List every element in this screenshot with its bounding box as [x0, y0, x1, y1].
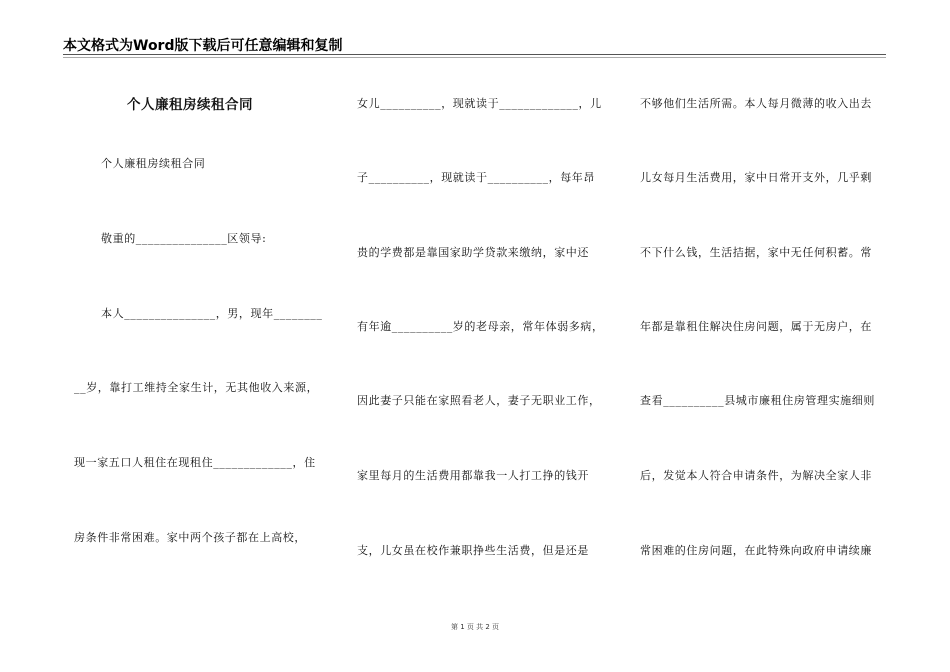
body-line: 本人_______________，男，现年________ [101, 307, 323, 320]
body-line: 敬重的_______________区领导: [101, 232, 267, 245]
document-title: 个人廉租房续租合同 [127, 97, 253, 113]
body-line: 年都是靠租住解决住房问题，属于无房户，在 [640, 320, 872, 333]
body-line: 女儿__________，现就读于_____________，儿 [357, 97, 602, 110]
body-line: 后，发觉本人符合申请条件，为解决全家人非 [640, 469, 872, 482]
body-line: 贵的学费都是靠国家助学贷款来缴纳，家中还 [357, 246, 589, 259]
body-line: 房条件非常困难。家中两个孩子都在上高校， [74, 531, 306, 544]
body-line: 因此妻子只能在家照看老人，妻子无职业工作， [357, 394, 601, 407]
body-line: 常困难的住房问题，在此特殊向政府申请续廉 [640, 544, 872, 557]
body-line: 儿女每月生活费用，家中日常开支外，几乎剩 [640, 171, 872, 184]
body-line: 个人廉租房续租合同 [101, 157, 206, 170]
body-line: 现一家五口人租住在现租住_____________，住 [74, 456, 316, 469]
body-line: 不够他们生活所需。本人每月微薄的收入出去 [640, 97, 872, 110]
body-line: 子__________，现就读于__________，每年昂 [357, 171, 595, 184]
body-line: 不下什么钱，生活拮据，家中无任何积蓄。常 [640, 246, 872, 259]
header-divider [63, 54, 886, 55]
document-header: 本文格式为Word版下载后可任意编辑和复制 [63, 38, 343, 54]
page-number: 第 1 页 共 2 页 [450, 623, 500, 631]
body-line: __岁，靠打工维持全家生计，无其他收入来源， [74, 381, 319, 394]
body-line: 查看__________县城市廉租住房管理实施细则 [640, 394, 875, 407]
body-line: 家里每月的生活费用都靠我一人打工挣的钱开 [357, 469, 589, 482]
header-divider-secondary [63, 57, 886, 58]
body-line: 有年逾__________岁的老母亲，常年体弱多病， [357, 320, 604, 333]
body-line: 支，儿女虽在校作兼职挣些生活费，但是还是 [357, 544, 589, 557]
